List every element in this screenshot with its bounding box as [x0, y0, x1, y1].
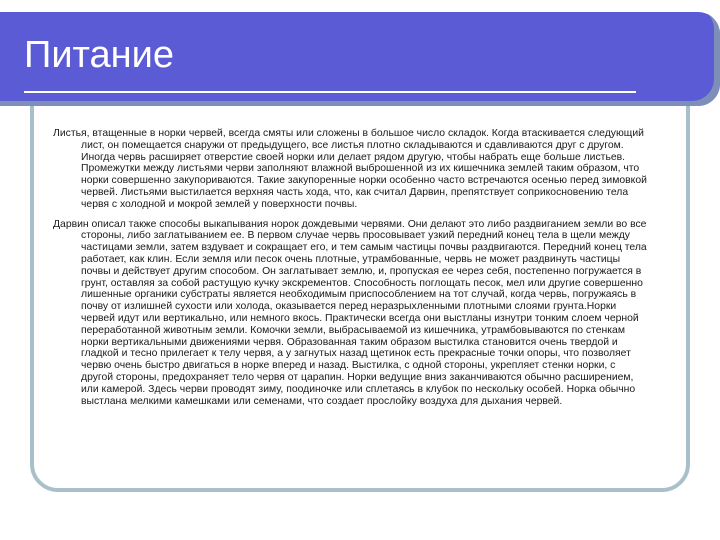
title-underline	[24, 91, 636, 93]
paragraph-burrowing: Дарвин описал также способы выкапывания норок дождевыми червями. Они делают это либо раздвиганием земли во все стороны, либо заглатыванием ее. В первом случае червь просовывает узкий передний конец тела в щели между частицами земли, затем вздувает и сокращает его, и тем самым частицы почвы раздвигаются. Передний конец тела работает, как клин. Если земля или песок очень плотные, утрамбованные, червь не может раздвинуть частицы почвы и действует другим способом. Он заглатывает землю, и, пропуская ее через себя, постепенно погружается в грунт, оставляя за собой растущую кучку экскрементов. Способность поглощать песок, мел или другие совершенно лишенные органики субстраты является необходимым приспособлением на тот случай, когда червь, погружаясь в почву от излишней сухости или холода, оказывается перед неразрыхленными плотными слоями грунта.Норки червей идут или вертикально, или немного вкось. Практически всегда они выстланы изнутри тонким слоем черной переработанной животным земли. Комочки земли, выбрасываемой из кишечника, утрамбовываются по стенкам норки вертикальными движениями червя. Образованная таким образом выстилка становится очень твердой и гладкой и тесно прилегает к телу червя, а у загнутых назад щетинок есть прекрасные точки опоры, что позволяет червю очень быстро двигаться в норке вперед и назад. Выстилка, с одной стороны, укрепляет стенки норки, с другой стороны, предохраняет тело червя от царапин. Норки ведущие вниз заканчиваются обычно расширением, или камерой. Здесь черви проводят зиму, поодиночке или сплетаясь в клубок по нескольку особей. Норка обычно выстлана мелкими камешками или семенами, что создает прослойку воздуха для дыхания червей.	[53, 218, 647, 407]
slide-title: Питание	[24, 34, 174, 76]
paragraph-leaves: Листья, втащенные в норки червей, всегда смяты или сложены в большое число складок. Когда втаскивается следующий лист, он помещается снаружи от предыдущего, все листья плотно складываются и сдавливаются друг с другом. Иногда червь расширяет отверстие своей норки или делает рядом другую, чтобы набрать еще больше листьев. Промежутки между листьями черви заполняют влажной выброшенной из их кишечника землей таким образом, что норки совершенно закупориваются. Такие закупоренные норки особенно часто встречаются осенью перед зимовкой червей. Листьями выстилается верхняя часть хода, что, как считал Дарвин, препятствует соприкосновению тела червя с холодной и мокрой землей у поверхности почвы.	[53, 128, 647, 210]
slide-body	[53, 128, 649, 415]
